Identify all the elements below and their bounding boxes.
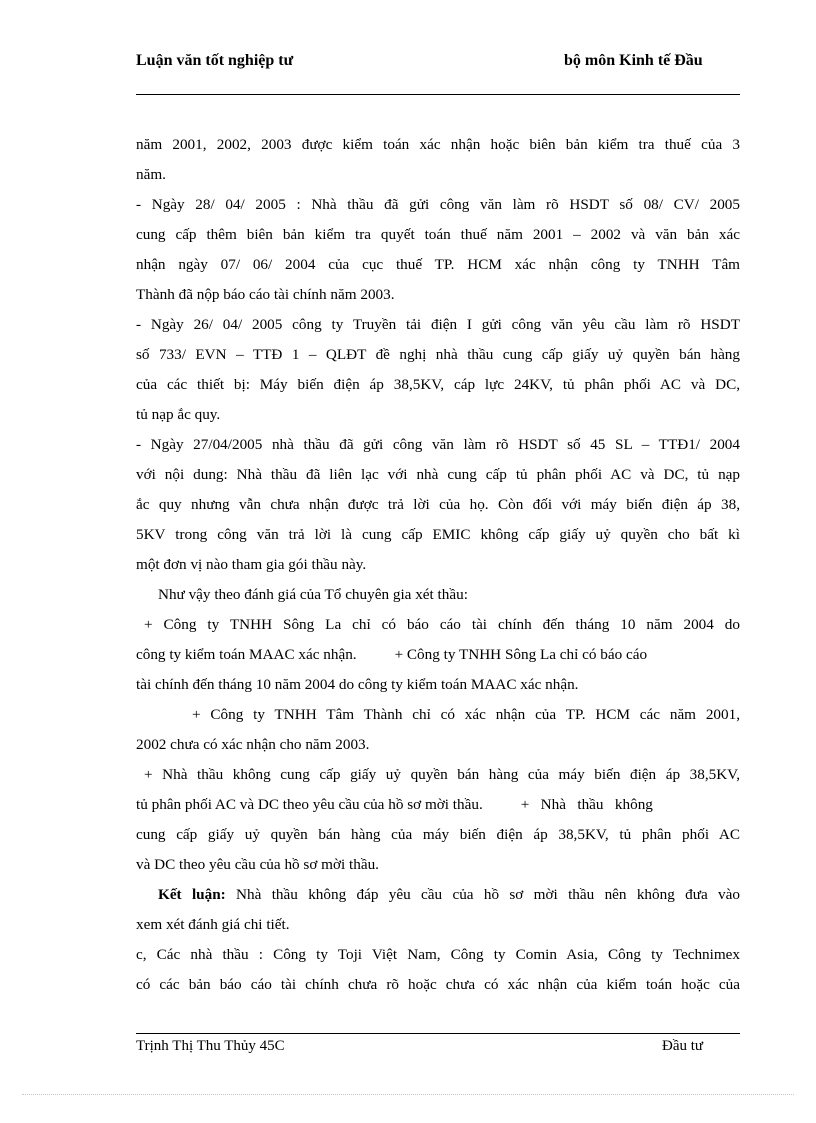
text-line: - Ngày 28/ 04/ 2005 : Nhà thầu đã gửi công văn làm rõ HSDT số 08/ CV/ 2005 (136, 196, 740, 213)
text-line: 5KV trong công văn trả lời là cung cấp EMIC không cấp giấy uỷ quyền cho bất kì (136, 526, 740, 543)
text-line: cung cấp giấy uỷ quyền bán hàng của máy biến điện áp 38,5KV, tủ phân phối AC (136, 826, 740, 843)
text-line: + Nhà thầu không cung cấp giấy uỷ quyền bán hàng của máy biến điện áp 38,5KV, (144, 766, 740, 783)
text-line: công ty kiểm toán MAAC xác nhận. + Công ty TNHH Sông La chỉ có báo cáo (136, 646, 648, 663)
text-line: - Ngày 26/ 04/ 2005 công ty Truyền tải điện I gửi công văn yêu cầu làm rõ HSDT (136, 316, 740, 333)
text-line: năm. (136, 166, 166, 183)
text-line: và DC theo yêu cầu của hồ sơ mời thầu. (136, 856, 379, 873)
text-line: có các bản báo cáo tài chính chưa rõ hoặc chưa có xác nhận của kiểm toán hoặc của (136, 976, 740, 993)
text-line: tủ phân phối AC và DC theo yêu cầu của hồ sơ mời thầu. + Nhà thầu không (136, 796, 653, 813)
footer-author: Trịnh Thị Thu Thủy 45C (136, 1038, 285, 1054)
page-header (136, 50, 740, 95)
header-thesis-title: Luận văn tốt nghiệp tư (136, 52, 294, 69)
conclusion-text: Nhà thầu không đáp yêu cầu của hồ sơ mời thầu nên không đưa vào (225, 886, 740, 903)
text-line: số 733/ EVN – TTĐ 1 – QLĐT đề nghị nhà thầu cung cấp giấy uỷ quyền bán hàng (136, 346, 740, 363)
text-line: tủ nạp ắc quy. (136, 406, 221, 423)
text-line: tài chính đến tháng 10 năm 2004 do công ty kiểm toán MAAC xác nhận. (136, 676, 579, 693)
text-line: 2002 chưa có xác nhận cho năm 2003. (136, 736, 370, 753)
text-line: ắc quy nhưng vẫn chưa nhận được trả lời của họ. Còn đối với máy biến điện áp 38, (136, 496, 740, 513)
text-line: - Ngày 27/04/2005 nhà thầu đã gửi công văn làm rõ HSDT số 45 SL – TTĐ1/ 2004 (136, 436, 740, 453)
text-line: với nội dung: Nhà thầu đã liên lạc với nhà cung cấp tủ phân phối AC và DC, tủ nạp (136, 466, 740, 483)
text-line: năm 2001, 2002, 2003 được kiểm toán xác nhận hoặc biên bản kiểm tra thuế của 3 (136, 136, 740, 153)
text-line: xem xét đánh giá chi tiết. (136, 916, 290, 933)
footer-department: Đầu tư (662, 1038, 704, 1054)
text-line: + Công ty TNHH Sông La chỉ có báo cáo tài chính đến tháng 10 năm 2004 do (144, 616, 740, 633)
text-line: một đơn vị nào tham gia gói thầu này. (136, 556, 367, 573)
text-line: Như vậy theo đánh giá của Tổ chuyên gia xét thầu: (158, 586, 468, 603)
text-line: nhận ngày 07/ 06/ 2004 của cục thuế TP. HCM xác nhận công ty TNHH Tâm (136, 256, 740, 273)
text-line: c, Các nhà thầu : Công ty Toji Việt Nam, Công ty Comin Asia, Công ty Technimex (136, 946, 740, 963)
header-department: bộ môn Kinh tế Đầu (564, 52, 703, 69)
text-line: + Công ty TNHH Tâm Thành chỉ có xác nhận của TP. HCM các năm 2001, (192, 706, 740, 723)
page-footer (136, 1033, 740, 1054)
text-line: cung cấp thêm biên bản kiểm tra quyết toán thuế năm 2001 – 2002 và văn bản xác (136, 226, 740, 243)
conclusion-line (136, 880, 740, 910)
conclusion-label: Kết luận: (158, 886, 226, 903)
main-text (136, 130, 740, 1000)
text-line: của các thiết bị: Máy biến điện áp 38,5KV, cáp lực 24KV, tủ phân phối AC và DC, (136, 376, 740, 393)
text-line: Thành đã nộp báo cáo tài chính năm 2003. (136, 286, 395, 303)
page-edge-divider (22, 1094, 794, 1095)
